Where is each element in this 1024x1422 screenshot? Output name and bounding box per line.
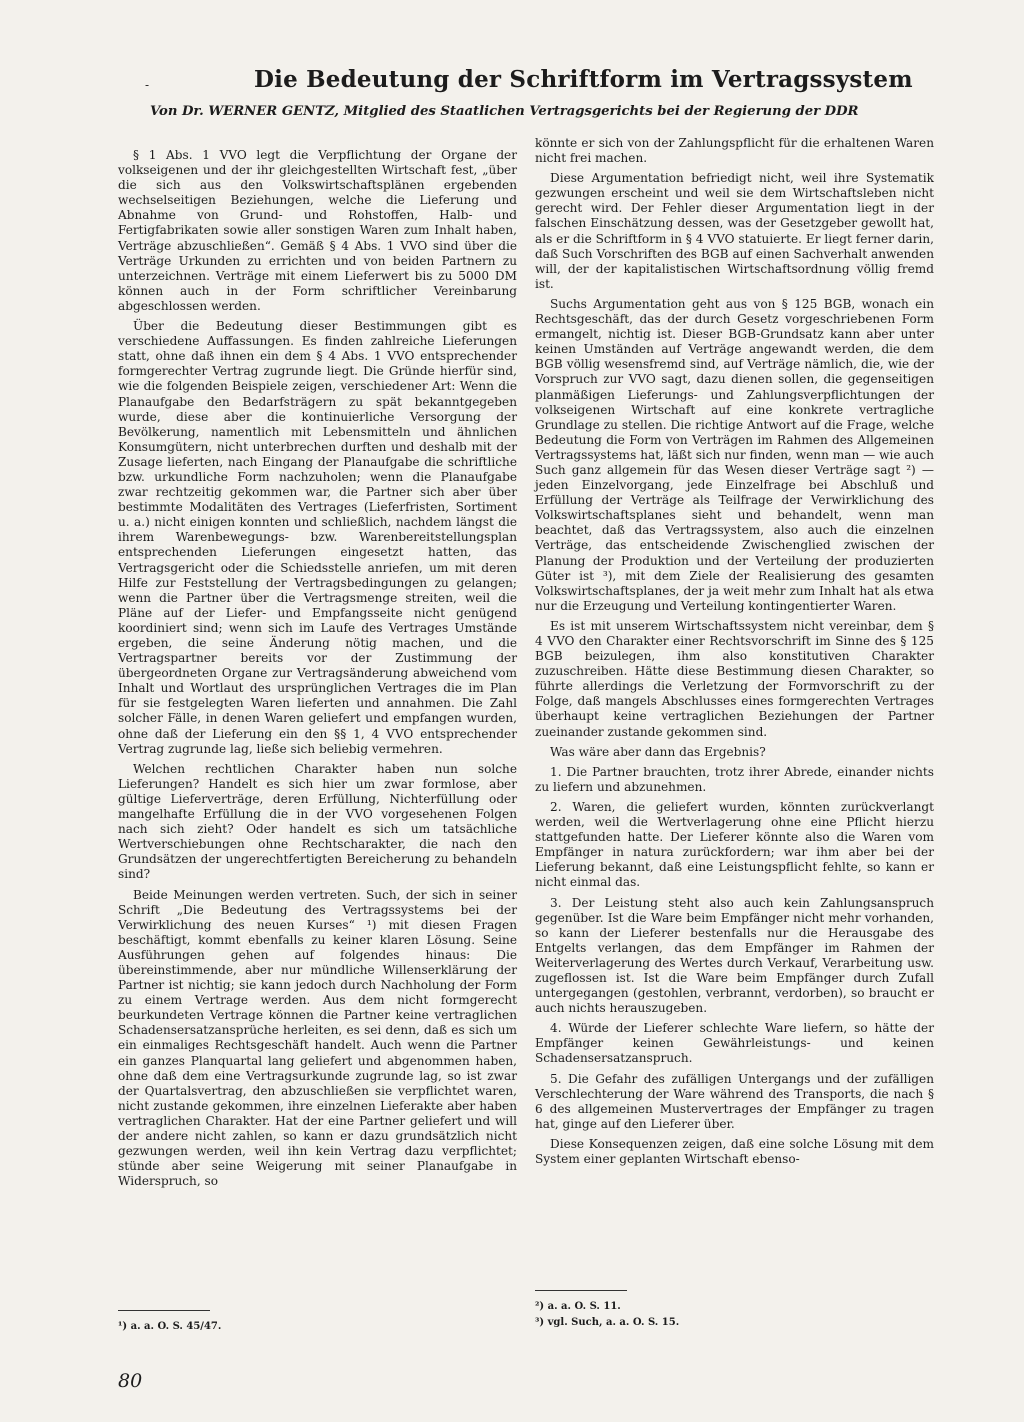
- paragraph: Es ist mit unserem Wirtschaftssystem nicht vereinbar, dem § 4 VVO den Charakter einer Rechtsvorschrift im Sinne des § 125 BGB beizulegen, ihm also konstitutiven Charakter zuzuschreiben. Hätte diese Bestimmung diesen Charakter, so führte allerdings die Verletzung der Formvorschrift zu der Folge, daß mangels Abschlusses eines formgerechten Vertrages überhaupt keine vertraglichen Beziehungen der Partner zueinander zustande gekommen sind.: [535, 618, 934, 739]
- left-column: [118, 148, 517, 1194]
- paragraph: könnte er sich von der Zahlungspflicht für die erhaltenen Waren nicht frei machen.: [535, 136, 934, 166]
- paragraph: Welchen rechtlichen Charakter haben nun solche Lieferungen? Handelt es sich hier um zwar formlose, aber gültige Lieferverträge, deren Erfüllung, Nichterfüllung oder mangelhafte Erfüllung die in der VVO vorgesehenen Folgen nach sich zieht? Oder handelt es sich um tatsächliche Wertverschiebungen ohne Rechtscharakter, die nach den Grundsätzen der ungerechtfertigten Bereicherung zu behandeln sind?: [118, 761, 517, 882]
- paragraph: Beide Meinungen werden vertreten. Such, der sich in seiner Schrift „Die Bedeutung des Vertragssystems bei der Verwirklichung des neuen Kurses“ ¹) mit diesen Fragen beschäftigt, kommt ebenfalls zu keiner klaren Lösung. Seine Ausführungen gehen auf folgendes hinaus: Die übereinstimmende, aber nur mündliche Willenserklärung der Partner ist nichtig; sie kann jedoch durch Nachholung der Form zu einem Vertrage werden. Aus dem nicht formgerecht beurkundeten Vertrage können die Partner keine vertraglichen Schadensersatzansprüche herleiten, es sei denn, daß es sich um ein einmaliges Rechtsgeschäft handelt. Auch wenn die Partner ein ganzes Planquartal lang geliefert und abgenommen haben, ohne daß dem eine Vertragsurkunde zugrunde lag, so ist zwar der Quartalsvertrag, den abzuschließen sie verpflichtet waren, nicht zustande gekommen, ihre einzelnen Lieferakte aber haben vertraglichen Charakter. Hat der eine Partner geliefert und will der andere nicht zahlen, so kann er dazu grundsätzlich nicht gezwungen werden, weil ihn kein Vertrag dazu verpflichtet; stünde aber seine Weigerung mit seiner Planaufgabe in Widerspruch, so: [118, 887, 517, 1189]
- article-title: Die Bedeutung der Schriftform im Vertragssystem: [254, 66, 913, 93]
- footnote-right-2: ²) a. a. O. S. 11.: [535, 1301, 621, 1312]
- list-item: 1. Die Partner brauchten, trotz ihrer Abrede, einander nichts zu liefern und abzunehmen.: [535, 764, 934, 794]
- paragraph: Diese Konsequenzen zeigen, daß eine solche Lösung mit dem System einer geplanten Wirtschaft ebenso-: [535, 1136, 934, 1166]
- footnote-rule-left: [118, 1310, 210, 1311]
- paragraph: § 1 Abs. 1 VVO legt die Verpflichtung der Organe der volkseigenen und der ihr gleichgestellten Wirtschaft fest, „über die sich aus den Volkswirtschaftsplänen ergebenden wechselseitigen Beziehungen, welche die Lieferung und Abnahme von Grund- und Rohstoffen, Halb- und Fertigfabrikaten sowie aller sonstigen Waren zum Inhalt haben, Verträge abzuschließen“. Gemäß § 4 Abs. 1 VVO sind über die Verträge Urkunden zu errichten und von beiden Partnern zu unterzeichnen. Verträge mit einem Lieferwert bis zu 5000 DM können auch in der Form schriftlicher Vereinbarung abgeschlossen werden.: [118, 148, 517, 313]
- paragraph: Was wäre aber dann das Ergebnis?: [550, 744, 766, 759]
- right-column: [535, 136, 934, 1172]
- paragraph: Suchs Argumentation geht aus von § 125 BGB, wonach ein Rechtsgeschäft, das der durch Gesetz vorgeschriebenen Form ermangelt, nichtig ist. Dieser BGB-Grundsatz kann aber unter keinen Umständen auf Verträge angewandt werden, die dem BGB völlig wesensfremd sind, auf Verträge nämlich, die, wie der Vorspruch zur VVO sagt, dazu dienen sollen, die gegenseitigen planmäßigen Lieferungs- und Zahlungsverpflichtungen der volkseigenen Wirtschaft auf eine konkrete vertragliche Grundlage zu stellen. Die richtige Antwort auf die Frage, welche Bedeutung die Form von Verträgen im Rahmen des Allgemeinen Vertragssystems hat, läßt sich nur finden, wenn man — wie auch Such ganz allgemein für das Wesen dieser Verträge sagt ²) — jeden Einzelvorgang, jede Einzelfrage bei Abschluß und Erfüllung der Verträge als Teilfrage der Verwirklichung des Volkswirtschaftsplanes sieht und behandelt, wenn man beachtet, daß das Vertragssystem, also auch die einzelnen Verträge, das entscheidende Zwischenglied zwischen der Planung der Produktion und der Verteilung der produzierten Güter ist ³), mit dem Ziele der Realisierung des gesamten Volkswirtschaftsplanes, der ja weit mehr zum Inhalt hat als etwa nur die Erzeugung und Verteilung kontingentierter Waren.: [535, 296, 934, 613]
- margin-mark: -: [145, 78, 150, 92]
- paragraph: Diese Argumentation befriedigt nicht, weil ihre Systematik gezwungen erscheint und weil sie dem Wirtschaftsleben nicht gerecht wird. Der Fehler dieser Argumentation liegt in der falschen Einschätzung dessen, was der Gesetzgeber gewollt hat, als er die Schriftform in § 4 VVO statuierte. Er liegt ferner darin, daß Such Vorschriften des BGB auf einen Sachverhalt anwenden will, der der kapitalistischen Wirtschaftsordnung völlig fremd ist.: [535, 171, 934, 291]
- list-item: 5. Die Gefahr des zufälligen Untergangs und der zufälligen Verschlechterung der Ware während des Transports, die nach § 6 des allgemeinen Mustervertrages der Empfänger zu tragen hat, ginge auf den Lieferer über.: [535, 1071, 934, 1131]
- page-number: 80: [118, 1370, 143, 1392]
- footnote-rule-right: [535, 1290, 627, 1291]
- paragraph: Über die Bedeutung dieser Bestimmungen gibt es verschiedene Auffassungen. Es finden zahlreiche Lieferungen statt, ohne daß ihnen ein dem § 4 Abs. 1 VVO entsprechender formgerechter Vertrag zugrunde liegt. Die Gründe hierfür sind, wie die folgenden Beispiele zeigen, verschiedener Art: Wenn die Planaufgabe den Bedarfsträgern zu spät bekanntgegeben wurde, diese aber die kontinuierliche Versorgung der Bevölkerung, namentlich mit Lebensmitteln und ähnlichen Konsumgütern, nicht unterbrechen durften und deshalb mit der Zusage lieferten, nach Eingang der Planaufgabe die schriftliche bzw. urkundliche Form nachzuholen; wenn die Planaufgabe zwar rechtzeitig gekommen war, die Partner sich aber über bestimmte Modalitäten des Vertrages (Lieferfristen, Sortiment u. a.) nicht einigen konnten und schließlich, nachdem längst die ihrem Warenbewegungs- bzw. Warenbereitstellungsplan entsprechenden Lieferungen eingesetzt hatten, das Vertragsgericht oder die Schiedsstelle anriefen, um mit deren Hilfe zur Feststellung der Vertragsbedingungen zu gelangen; wenn die Partner über die Vertragsmenge streiten, weil die Pläne auf der Liefer- und Empfangsseite nicht genügend koordiniert sind; wenn sich im Laufe des Vertrages Umstände ergeben, die seine Änderung nötig machen, und die Vertragspartner bereits vor der Zustimmung der übergeordneten Organe zur Vertragsänderung abweichend vom Inhalt und Wortlaut des ursprünglichen Vertrages die im Plan für sie festgelegten Waren lieferten und annahmen. Die Zahl solcher Fälle, in denen Waren geliefert und empfangen wurden, ohne daß der Lieferung ein den §§ 1, 4 VVO entsprechender Vertrag zugrunde lag, ließe sich beliebig vermehren.: [118, 319, 517, 756]
- footnote-right-3: ³) vgl. Such, a. a. O. S. 15.: [535, 1317, 680, 1328]
- list-item: 2. Waren, die geliefert wurden, könnten zurückverlangt werden, weil die Wertverlagerung ohne eine Pflicht hierzu stattgefunden hatte. Der Lieferer könnte also die Waren vom Empfänger in natura zurückfordern; war ihm aber bei der Lieferung bekannt, daß eine Leistungspflicht fehlte, so kann er nicht einmal das.: [535, 799, 934, 890]
- list-item: 4. Würde der Lieferer schlechte Ware liefern, so hätte der Empfänger keinen Gewährleistungs- und keinen Schadensersatzanspruch.: [535, 1021, 934, 1066]
- footnote-left-1: ¹) a. a. O. S. 45/47.: [118, 1321, 222, 1332]
- article-byline: Von Dr. WERNER GENTZ, Mitglied des Staatlichen Vertragsgerichts bei der Regierung der DDR: [150, 104, 859, 119]
- list-item: 3. Der Leistung steht also auch kein Zahlungsanspruch gegenüber. Ist die Ware beim Empfänger nicht mehr vorhanden, so kann der Lieferer bestenfalls nur die Herausgabe des Entgelts verlangen, das dem Empfänger im Rahmen der Weiterverlagerung des Wertes durch Verkauf, Verarbeitung usw. zugeflossen ist. Ist die Ware beim Empfänger durch Zufall untergegangen (gestohlen, verbrannt, verdorben), so braucht er auch nichts herauszugeben.: [535, 895, 934, 1016]
